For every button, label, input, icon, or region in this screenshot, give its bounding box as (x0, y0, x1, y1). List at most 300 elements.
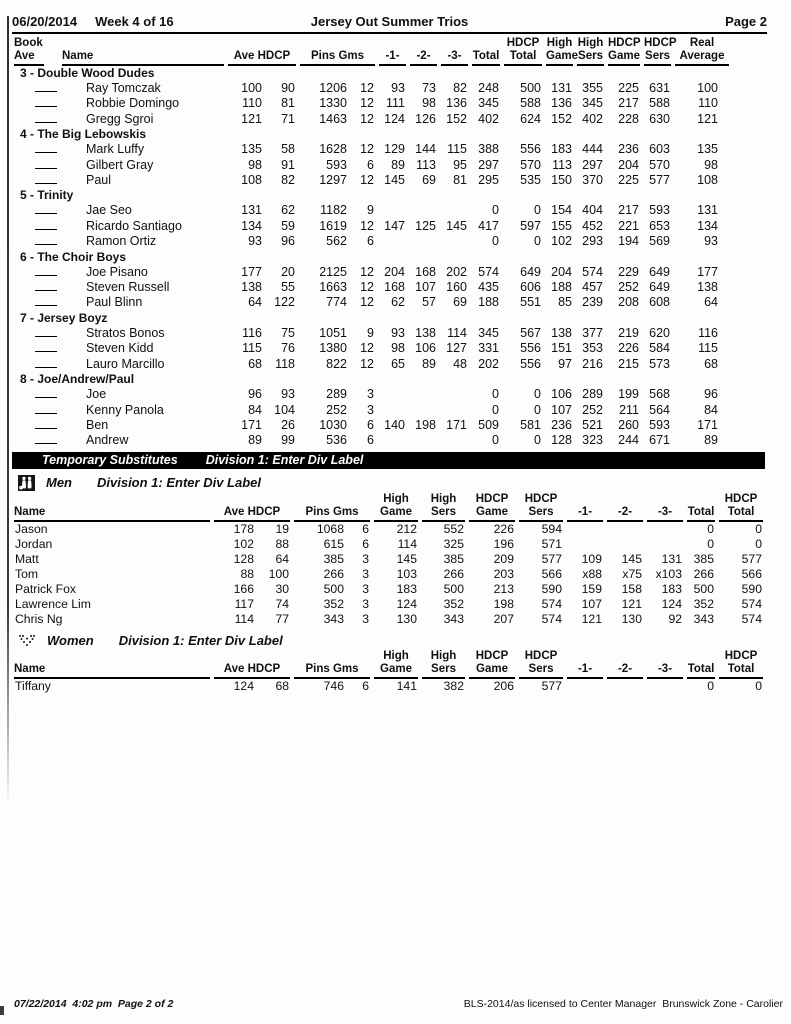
player-name-cell: Kenny Panola (86, 402, 164, 417)
pin-deck-dots-icon (18, 634, 36, 647)
stat-cell: 198 (415, 417, 436, 432)
player-name-cell: Joe Pisano (86, 264, 148, 279)
player-name-cell: Ricardo Santiago (86, 218, 182, 233)
stat-cell: 93 (248, 234, 262, 249)
player-row (12, 112, 731, 127)
stat-cell: 75 (281, 325, 295, 340)
stat-cell: 85 (558, 295, 572, 310)
stat-cell: 584 (649, 341, 670, 356)
substitute-row (12, 552, 765, 567)
stat-cell: 171 (697, 417, 718, 432)
stat-cell: 131 (551, 81, 572, 95)
stat-cell: 122 (274, 295, 295, 310)
book-ave-cell (12, 280, 60, 295)
col-total: Total (685, 663, 717, 679)
spacer-cell (377, 37, 408, 50)
stat-cell: 68 (704, 356, 718, 371)
stat-cell: 352 (443, 596, 464, 611)
stat-cell: 404 (582, 203, 603, 218)
stat-cell (565, 537, 605, 552)
blank-line (35, 204, 57, 214)
blank-line (35, 358, 57, 368)
book-ave-cell (12, 341, 60, 356)
stat-cell: 118 (275, 356, 295, 371)
col-hdcp-total: Total (502, 50, 544, 66)
blank-line (35, 434, 57, 444)
col-game-3: -3- (645, 506, 685, 522)
stat-cell: 556 (520, 356, 541, 371)
stat-cell (605, 679, 645, 694)
blank-line (35, 97, 57, 107)
stat-cell: 168 (415, 264, 436, 279)
player-row (12, 295, 731, 310)
standings-body (12, 66, 731, 449)
book-ave-cell (12, 81, 60, 96)
stat-cell: 352 (693, 596, 714, 611)
stat-cell: 111 (385, 96, 405, 111)
stat-cell: 289 (582, 387, 603, 402)
spacer-cell (645, 650, 685, 663)
stat-cell: 55 (281, 280, 295, 295)
stat-cell: 97 (558, 356, 572, 371)
stat-cell: 216 (582, 356, 603, 371)
stat-cell: 113 (416, 157, 436, 172)
col-pins-gms: Pins Gms (292, 506, 372, 522)
stat-cell: 196 (493, 536, 514, 551)
stat-cell: 64 (704, 295, 718, 310)
stat-cell: 0 (492, 234, 499, 249)
stat-cell: 93 (281, 387, 295, 402)
stat-cell: 1380 (319, 341, 347, 356)
stat-cell: 1463 (319, 111, 347, 126)
stat-cell: 620 (649, 325, 670, 340)
sub-header-row-1 (12, 650, 765, 663)
spacer-cell (212, 493, 292, 506)
stat-cell: 574 (741, 596, 762, 611)
player-name-cell: Paul (86, 173, 112, 188)
stat-cell: 260 (618, 417, 639, 432)
stat-cell (439, 203, 470, 218)
stat-cell: 93 (391, 325, 405, 340)
stat-cell: 12 (360, 356, 374, 371)
stat-cell: 0 (492, 387, 499, 402)
stat-cell: 145 (446, 218, 467, 233)
stat-cell: 435 (478, 280, 499, 295)
stat-cell: 138 (241, 280, 262, 295)
stat-cell: 100 (697, 81, 718, 95)
stat-cell: 177 (241, 264, 262, 279)
stat-cell: x75 (622, 566, 642, 581)
book-ave-cell (12, 387, 60, 402)
col-high-game-top: High (383, 649, 409, 662)
stat-cell: 96 (281, 234, 295, 249)
stat-cell: 568 (649, 387, 670, 402)
spacer-cell (298, 37, 377, 50)
stat-cell: 671 (649, 433, 670, 448)
women-substitutes-table (12, 650, 765, 694)
stat-cell: 30 (275, 581, 289, 596)
stat-cell: 212 (396, 521, 417, 536)
col-hdcp-sers: Sers (517, 663, 565, 679)
stat-cell: 115 (242, 341, 262, 356)
blank-line (35, 82, 57, 92)
team-header-row (12, 250, 731, 265)
stat-cell: 402 (478, 111, 499, 126)
stat-cell (377, 403, 408, 418)
stat-cell: 3 (367, 387, 374, 402)
stat-cell: 84 (704, 402, 718, 417)
stat-cell: 0 (534, 203, 541, 218)
player-name-cell: Gilbert Gray (86, 157, 154, 172)
col-ave-hdcp: Ave HDCP (212, 506, 292, 522)
stat-cell: 521 (582, 417, 603, 432)
stat-cell: 0 (707, 521, 714, 536)
col-hdcp-total-top: HDCP (724, 649, 758, 662)
col-name: Name (12, 663, 212, 679)
col-hdcp-total: Total (717, 663, 765, 679)
stat-cell: 3 (362, 611, 369, 626)
stat-cell: 355 (582, 81, 603, 95)
stat-cell: 89 (704, 433, 718, 448)
player-row (12, 341, 731, 356)
stat-cell: 113 (552, 157, 572, 172)
spacer-cell (439, 37, 470, 50)
spacer-cell (12, 650, 212, 663)
col-high-sers: Sers (575, 50, 606, 66)
stat-cell: 0 (492, 433, 499, 448)
stat-cell: 444 (582, 142, 603, 157)
stat-cell: 204 (618, 157, 639, 172)
spacer-cell (605, 650, 645, 663)
stat-cell: 110 (698, 96, 718, 111)
col-real-avg-top: Real (689, 37, 715, 49)
stat-cell: 219 (618, 325, 639, 340)
stat-cell: 0 (755, 521, 762, 536)
stat-cell: 100 (241, 81, 262, 95)
stat-cell: 129 (384, 142, 405, 157)
stat-cell: 102 (233, 536, 254, 551)
stat-cell: 457 (582, 280, 603, 295)
stat-cell: 0 (534, 402, 541, 417)
stat-cell: 95 (453, 157, 467, 172)
stat-cell: 581 (520, 417, 541, 432)
team-name: 6 - The Choir Boys (20, 249, 127, 264)
stat-cell: 385 (443, 551, 464, 566)
blank-line (35, 327, 57, 337)
substitute-name-cell: Lawrence Lim (15, 596, 91, 611)
player-row (12, 326, 731, 341)
women-label: Women (47, 632, 94, 648)
col-game-2: -2- (408, 50, 439, 66)
stat-cell (408, 433, 439, 448)
player-name-cell: Ray Tomczak (86, 81, 161, 95)
blank-line (35, 235, 57, 245)
stat-cell: 92 (668, 611, 682, 626)
col-hdcp-sers-top: HDCP (644, 37, 677, 49)
scan-artifact-tick (0, 1006, 4, 1015)
stat-cell: 417 (478, 218, 499, 233)
stat-cell: 615 (323, 536, 344, 551)
col-hdcp-sers: Sers (642, 50, 673, 66)
standings-header (12, 37, 731, 66)
stat-cell: 6 (362, 536, 369, 551)
spacer-cell (605, 493, 645, 506)
women-division-label: Division 1: Enter Div Label (118, 632, 283, 648)
stat-cell (565, 679, 605, 694)
col-name: Name (12, 506, 212, 522)
stat-cell: 59 (281, 218, 295, 233)
stat-cell: 570 (520, 157, 541, 172)
stat-cell: 624 (520, 111, 541, 126)
stat-cell: 155 (551, 218, 572, 233)
col-hdcp-sers: Sers (517, 506, 565, 522)
stat-cell: 12 (360, 341, 374, 356)
standings-header-row-2 (12, 50, 731, 66)
col-hdcp-sers-top: HDCP (524, 649, 558, 662)
stat-cell: 822 (326, 356, 347, 371)
stat-cell: 297 (478, 157, 499, 172)
stat-cell: 125 (415, 218, 436, 233)
stat-cell: 107 (581, 596, 602, 611)
blank-line (35, 296, 57, 306)
stat-cell: 345 (478, 96, 499, 111)
col-hdcp-game: Game (606, 50, 642, 66)
col-total: Total (470, 50, 502, 66)
stat-cell: 107 (551, 402, 572, 417)
stat-cell: 65 (391, 356, 405, 371)
col-name: Name (60, 50, 226, 66)
blank-line (35, 342, 57, 352)
print-timestamp: 07/22/2014 4:02 pm Page 2 of 2 (14, 998, 174, 1010)
stat-cell: 168 (384, 280, 405, 295)
col-hdcp-sers-top: HDCP (524, 492, 558, 505)
stat-cell: 62 (391, 295, 405, 310)
women-table-header (12, 650, 765, 679)
stat-cell: 382 (443, 678, 464, 693)
stat-cell: 385 (693, 551, 714, 566)
player-row (12, 173, 731, 188)
stat-cell (439, 387, 470, 402)
substitute-name-cell: Tiffany (15, 678, 51, 693)
player-row (12, 403, 731, 418)
stat-cell: 509 (478, 417, 499, 432)
stat-cell: 106 (551, 387, 572, 402)
stat-cell: 590 (541, 581, 562, 596)
stat-cell: 131 (661, 551, 682, 566)
book-ave-cell (12, 234, 60, 249)
substitute-name-cell: Tom (15, 566, 39, 581)
stat-cell: 48 (453, 356, 467, 371)
blank-line (35, 220, 57, 230)
stat-cell (439, 403, 470, 418)
player-row (12, 219, 731, 234)
stat-cell: 150 (551, 173, 572, 188)
spacer-cell (12, 493, 212, 506)
stat-cell: 211 (619, 402, 639, 417)
stat-cell: 323 (582, 433, 603, 448)
men-division-label: Division 1: Enter Div Label (97, 475, 261, 491)
stat-cell: 593 (649, 417, 670, 432)
col-book: Book (14, 37, 43, 49)
book-ave-cell (12, 203, 60, 218)
substitute-name-cell: Patrick Fox (15, 581, 76, 596)
stat-cell: 81 (453, 173, 467, 188)
stat-cell: 577 (541, 551, 562, 566)
col-game-2: -2- (605, 506, 645, 522)
player-row (12, 387, 731, 402)
stat-cell: 630 (649, 111, 670, 126)
stat-cell: 154 (551, 203, 572, 218)
stat-cell: 343 (443, 611, 464, 626)
stat-cell: 574 (478, 264, 499, 279)
stat-cell (377, 203, 408, 218)
stat-cell: 202 (478, 356, 499, 371)
col-hdcp-game-top: HDCP (608, 37, 641, 49)
spacer-cell (470, 37, 502, 50)
team-name: 4 - The Big Lebowskis (20, 127, 147, 142)
stat-cell: 98 (704, 157, 718, 172)
stat-cell: 649 (649, 280, 670, 295)
stat-cell: 188 (551, 280, 572, 295)
col-high-sers-top: High (430, 492, 457, 505)
stat-cell: 236 (551, 417, 572, 432)
stat-cell: 98 (422, 96, 436, 111)
stat-cell: 252 (618, 280, 639, 295)
player-name-cell: Ramon Ortiz (86, 234, 157, 249)
sub-header-row-1 (12, 493, 765, 506)
player-row (12, 433, 731, 448)
player-name-cell: Robbie Domingo (86, 96, 180, 111)
stat-cell: 3 (362, 581, 369, 596)
stat-cell: 69 (453, 295, 467, 310)
stat-cell: 74 (275, 596, 289, 611)
stat-cell: 574 (582, 264, 603, 279)
stat-cell: 297 (582, 157, 603, 172)
stat-cell: 2125 (319, 264, 347, 279)
stat-cell: 82 (281, 173, 295, 188)
stat-cell: 158 (621, 581, 642, 596)
stat-cell (645, 679, 685, 694)
stat-cell: 208 (618, 295, 639, 310)
spacer-cell (685, 493, 717, 506)
stat-cell: 26 (281, 417, 295, 432)
stat-cell: 131 (241, 203, 262, 218)
stat-cell: 588 (649, 96, 670, 111)
substitute-row (12, 582, 765, 597)
stat-cell: 134 (241, 218, 262, 233)
stat-cell: 569 (649, 234, 670, 249)
col-high-game: Game (372, 663, 420, 679)
col-high-game: Game (372, 506, 420, 522)
col-hdcp-game-top: HDCP (475, 649, 509, 662)
stat-cell: 171 (241, 417, 262, 432)
stat-cell: 159 (581, 581, 602, 596)
blank-line (35, 419, 57, 429)
book-ave-cell (12, 418, 60, 433)
stat-cell: 121 (621, 596, 642, 611)
stat-cell: 141 (396, 678, 417, 693)
page-header (12, 14, 767, 34)
stat-cell: 370 (582, 173, 603, 188)
col-hdcp-game: Game (467, 663, 517, 679)
stat-cell: 3 (362, 566, 369, 581)
stat-cell: 183 (551, 142, 572, 157)
stat-cell: 594 (541, 521, 562, 536)
stat-cell: 3 (367, 402, 374, 417)
stat-cell: 114 (447, 325, 467, 340)
sub-header-row-2 (12, 663, 765, 679)
stat-cell: 98 (391, 341, 405, 356)
stat-cell: 115 (447, 142, 467, 157)
stat-cell: 71 (281, 111, 295, 126)
col-hdcp-total-top: HDCP (506, 37, 540, 49)
substitute-row (12, 537, 765, 552)
stat-cell: 93 (391, 81, 405, 95)
stat-cell: 1182 (320, 203, 347, 218)
player-row (12, 265, 731, 280)
stat-cell: 653 (649, 218, 670, 233)
substitute-row (12, 612, 765, 627)
stat-cell (565, 522, 605, 537)
stat-cell: 217 (618, 203, 639, 218)
stat-cell (377, 234, 408, 249)
stat-cell: 103 (396, 566, 417, 581)
book-ave-cell (12, 326, 60, 341)
stat-cell: 325 (443, 536, 464, 551)
stat-cell: 266 (693, 566, 714, 581)
stat-cell: 388 (478, 142, 499, 157)
stat-cell (439, 433, 470, 448)
stat-cell: 345 (582, 96, 603, 111)
page-content (12, 14, 767, 694)
stat-cell: 127 (446, 341, 467, 356)
stat-cell: 248 (478, 81, 499, 95)
stat-cell: 289 (326, 387, 347, 402)
col-game-3: -3- (439, 50, 470, 66)
stat-cell: 6 (367, 234, 374, 249)
player-name-cell: Steven Kidd (86, 341, 154, 356)
stat-cell: 102 (551, 234, 572, 249)
stat-cell: 574 (541, 611, 562, 626)
substitute-row (12, 597, 765, 612)
team-header-row (12, 372, 731, 387)
stat-cell: 160 (446, 280, 467, 295)
stat-cell: 597 (520, 218, 541, 233)
book-ave-cell (12, 433, 60, 448)
book-ave-cell (12, 265, 60, 280)
blank-line (35, 143, 57, 153)
team-header-row (12, 188, 731, 203)
stat-cell: 124 (396, 596, 417, 611)
col-game-2: -2- (605, 663, 645, 679)
stat-cell: 203 (493, 566, 514, 581)
col-game-1: -1- (377, 50, 408, 66)
stat-cell: 145 (396, 551, 417, 566)
stat-cell: 89 (422, 356, 436, 371)
team-name: 7 - Jersey Boyz (20, 310, 108, 325)
stat-cell: 0 (534, 387, 541, 402)
stat-cell: 266 (443, 566, 464, 581)
stat-cell: 500 (443, 581, 464, 596)
substitute-name-cell: Chris Ng (15, 611, 63, 626)
stat-cell: 73 (422, 81, 436, 95)
stat-cell: 6 (367, 157, 374, 172)
stat-cell: 147 (384, 218, 405, 233)
stat-cell: 452 (582, 218, 603, 233)
stat-cell: 567 (520, 325, 541, 340)
stat-cell: 126 (415, 111, 436, 126)
blank-line (35, 404, 57, 414)
